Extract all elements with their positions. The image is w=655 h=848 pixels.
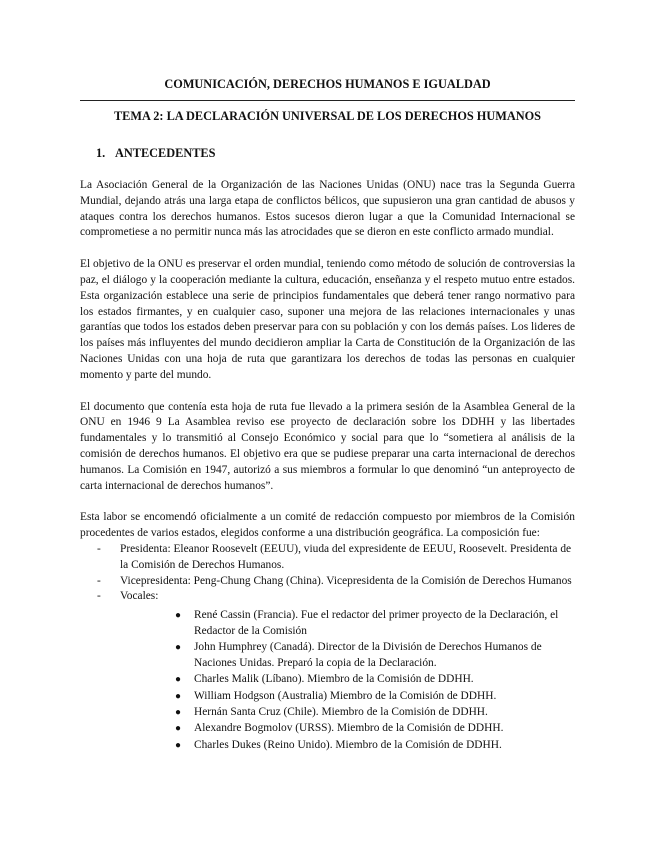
list-item-text: Hernán Santa Cruz (Chile). Miembro de la Comisión de DDHH. — [194, 705, 488, 718]
list-item — [120, 672, 575, 688]
list-item-text: Charles Dukes (Reino Unido). Miembro de la Comisión de DDHH. — [194, 738, 502, 751]
list-item — [120, 721, 575, 737]
list-item — [120, 689, 575, 705]
list-item — [80, 542, 575, 574]
paragraph: El objetivo de la ONU es preservar el orden mundial, teniendo como método de solución de controversias la paz, el diálogo y la cooperación mediante la cultura, educación, enseñanza y el respeto mutuo entre estados. Esta organización establece una serie de principios fundamentales que deberá tener rango normativo para los estados firmantes, y en cualquier caso, suponer una mejora de las relaciones internacionales y unas garantías que todos los estados deben preservar para con su población y con los demás países. Los lideres de los países más influyentes del mundo decidieron ampliar la Carta de Constitución de la Organización de las Naciones Unidas con una hoja de ruta que garantizara los derechos de todas las personas en cualquier momento y parte del mundo. — [80, 258, 575, 381]
dash-marker: - — [97, 590, 101, 603]
document-subtitle: TEMA 2: LA DECLARACIÓN UNIVERSAL DE LOS DERECHOS HUMANOS — [113, 109, 542, 123]
section-title: ANTECEDENTES — [115, 146, 216, 160]
title-divider — [80, 100, 575, 101]
list-item — [120, 705, 575, 721]
dash-marker: - — [97, 542, 101, 555]
paragraph: La Asociación General de la Organización de las Naciones Unidas (ONU) nace tras la Segunda Guerra Mundial, dejando atrás una larga etapa de conflictos bélicos, que supusieron una gran cantidad de abusos y ataques contra los derechos humanos. Estos sucesos dieron lugar a que la Comunidad Internacional se comprometiese a no permitir nunca más las atrocidades que se dieron en este conflicto armado mundial. — [80, 179, 575, 239]
section-heading — [96, 146, 215, 161]
list-item-text: Alexandre Bogmolov (URSS). Miembro de la Comisión de DDHH. — [194, 722, 504, 735]
list-item-text: Charles Malik (Líbano). Miembro de la Comisión de DDHH. — [194, 673, 474, 686]
list-item — [120, 738, 575, 754]
bullet-icon: ● — [175, 723, 182, 735]
committee-list — [80, 542, 575, 753]
bullet-icon: ● — [175, 610, 182, 622]
list-item-text: Vocales: — [120, 590, 159, 603]
bullet-icon: ● — [175, 674, 182, 686]
vocales-list — [120, 608, 575, 753]
bullet-icon: ● — [175, 690, 182, 702]
list-item-text: John Humphrey (Canadá). Director de la División de Derechos Humanos de Naciones Unidas. Preparó la copia de la Declaración. — [194, 641, 542, 670]
list-item — [80, 589, 575, 753]
list-item-text: Presidenta: Eleanor Roosevelt (EEUU), viuda del expresidente de EEUU, Roosevelt. Presidenta de la Comisión de Derechos Humanos. — [120, 542, 572, 571]
paragraph: Esta labor se encomendó oficialmente a un comité de redacción compuesto por miembros de la Comisión procedentes de varios estados, elegidos conforme a una distribución geográfica. La composición fue: — [80, 511, 575, 540]
dash-marker: - — [97, 574, 101, 587]
list-item — [120, 640, 575, 672]
list-item-text: René Cassin (Francia). Fue el redactor del primer proyecto de la Declaración, el Redactor de la Comisión — [194, 609, 559, 637]
list-item — [80, 574, 575, 590]
bullet-icon: ● — [175, 642, 182, 654]
bullet-icon: ● — [175, 739, 182, 751]
bullet-icon: ● — [175, 706, 182, 718]
list-item-text: Vicepresidenta: Peng-Chung Chang (China). Vicepresidenta de la Comisión de Derechos Humanos — [120, 574, 572, 587]
list-item — [120, 608, 575, 640]
paragraph: El documento que contenía esta hoja de ruta fue llevado a la primera sesión de la Asamblea General de la ONU en 1946 9 La Asamblea reviso ese proyecto de declaración sobre los DDHH y las libertades fundamentales y lo transmitió al Consejo Económico y social para que lo “sometiera al análisis de la comisión de derechos humanos. El objetivo era que se pudiese preparar una carta internacional de derechos humanos. La Comisión en 1947, autorizó a sus miembros a formular lo que denominó “un anteproyecto de carta internacional de derechos humanos”. — [80, 400, 575, 492]
section-number: 1. — [96, 146, 106, 160]
document-title: COMUNICACIÓN, DERECHOS HUMANOS E IGUALDAD — [164, 77, 491, 91]
document-body — [80, 178, 575, 754]
list-item-text: William Hodgson (Australia) Miembro de la Comisión de DDHH. — [194, 689, 497, 702]
